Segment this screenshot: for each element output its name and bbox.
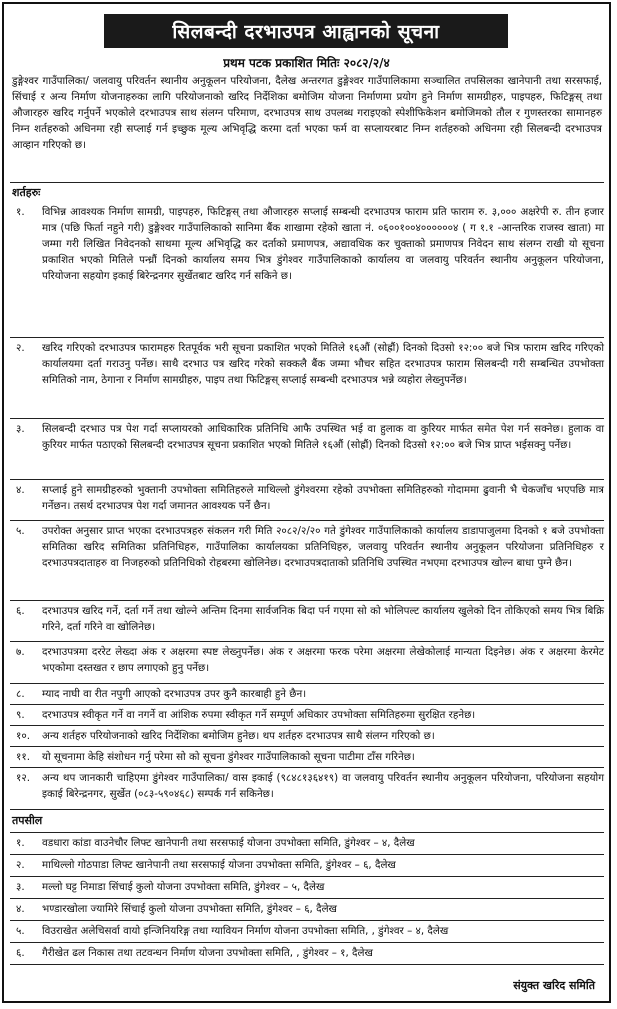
condition-text: दरभाउपत्र स्वीकृत गर्ने वा नगर्ने वा आंशिक रुपमा स्वीकृत गर्ने सम्पूर्ण अधिकार उपभोक्ता समितिहरुमा सुरक्षित रहनेछ। (42, 709, 476, 721)
divider (10, 746, 604, 747)
divider (10, 641, 604, 642)
divider (10, 725, 604, 726)
condition-number: ७. (16, 646, 25, 658)
divider (10, 600, 604, 601)
schedule-text: माथिल्लो गोठपाडा लिफ्ट खानेपानी तथा सरसफाई योजना उपभोक्ता समिति, डुंगेश्वर – ६, दैलेख (42, 859, 396, 871)
condition-number: ६. (16, 605, 25, 617)
condition-text: सिलबन्दी दरभाउ पत्र पेश गर्दा सप्लायरको आधिकारिक प्रतिनिधि आफै उपस्थित भई वा हुलाक वा कुरियर मार्फत समेत पेश गर्न सक्नेछ। हुलाक वा कुरियर मार्फत पठाएको सिलबन्दी दरभाउपत्र सूचना प्रकाशित भएको मितिले १६औं (सोह्रौं) दिनको दिउसो १२:०० बजे भित्र प्राप्त भईसक्नु पर्नेछ। (42, 423, 604, 451)
notice-frame (2, 2, 611, 1003)
schedule-text: विउराखेत अलेचिसर्वा वायो इन्जिनियरिङ्ग तथा ग्यावियन निर्माण योजना उपभोक्ता समिति, , डुंगेश्वर – ४, दैलेख (42, 925, 449, 937)
divider (10, 418, 604, 419)
condition-number: ११. (16, 751, 30, 763)
condition-number: १२. (16, 772, 30, 784)
schedule-number: १. (16, 837, 25, 849)
divider (10, 942, 604, 943)
schedule-number: ६. (16, 947, 25, 959)
condition-number: २. (16, 342, 25, 354)
schedule-number: ४. (16, 903, 25, 915)
divider (10, 337, 604, 338)
condition-number: १०. (16, 730, 30, 742)
condition-number: ४. (16, 484, 25, 496)
divider (10, 964, 604, 965)
divider (10, 520, 604, 521)
divider (10, 898, 604, 899)
condition-number: ५. (16, 525, 25, 537)
condition-text: दरभाउपत्र खरिद गर्ने, दर्ता गर्ने तथा खोल्ने अन्तिम दिनमा सार्वजनिक बिदा पर्न गएमा सो को भोलिपल्ट कार्यालय खुलेको दिन तोकिएको समय भित्र बिक्रि गरिने, दर्ता गरिने वा खोलिनेछ। (42, 605, 604, 633)
schedule-text: मल्लो घट्ट निमाडा सिंचाई कुलो योजना उपभोक्ता समिति, डुंगेश्वर – ५, दैलेख (42, 881, 325, 893)
notice-title: सिलबन्दी दरभाउपत्र आह्वानको सूचना (104, 14, 508, 48)
condition-number: ८. (16, 688, 25, 700)
divider (10, 182, 604, 183)
condition-text: खरिद गरिएको दरभाउपत्र फारामहरु रितपूर्वक भरी सूचना प्रकाशित भएको मितिले १६औं (सोह्रौं) दिनको दिउसो १२:०० बजे भित्र फाराम खरिद गरिएको कार्यालयमा दर्ता गराउनु पर्नेछ। साथै दरभाउ पत्र खरिद गरेको सक्कलै बैंक जम्मा भौचर सहित दरभाउपत्र फाराम सिलबन्दी गरी सम्बन्धित उपभोक्ता समितिको नाम, ठेगाना र निर्माण सामग्रीहरु, पाइप तथा फिटिङ्गस् सप्लाई सम्बन्धी दरभाउपत्र भन्ने व्यहोरा लेख्नुपर्नेछ। (42, 342, 604, 386)
divider (10, 832, 604, 833)
publication-date: प्रथम पटक प्रकाशित मितिः २०८२/२/४ (223, 56, 390, 70)
condition-item (12, 204, 604, 284)
condition-text: अन्य शर्तहरु परियोजनाको खरिद निर्देशिका बमोजिम हुनेछ। थप शर्तहरु दरभाउपत्र साथै संलग्न गरिएको छ। (42, 730, 435, 742)
condition-item (12, 728, 604, 744)
condition-item (12, 770, 604, 802)
divider (10, 767, 604, 768)
schedule-item (12, 923, 604, 939)
schedule-text: गैरीखेत ढल निकास तथा तटवन्धन निर्माण योजना उपभोक्ता समिति, , डुंगेश्वर – १, दैलेख (42, 947, 373, 959)
signature-committee: संयुक्त खरिद समिति (513, 979, 595, 992)
schedule-item (12, 879, 604, 895)
condition-number: ३. (16, 423, 25, 435)
condition-number: १. (16, 206, 25, 218)
schedule-item (12, 857, 604, 873)
condition-item (12, 603, 604, 635)
schedule-number: ३. (16, 881, 25, 893)
divider (10, 920, 604, 921)
condition-item (12, 686, 604, 702)
condition-text: उपरोक्त अनुसार प्राप्त भएका दरभाउपत्रहरु संकलन गरी मिति २०८२/२/२० गते डुंगेश्वर गाउँपालिकाको कार्यालय डाडापाजुलमा दिनको १ बजे उपभोक्ता समितिका खरिद समितिका प्रतिनिधिहरु, गाउँपालिका कार्यालयका प्रतिनिधिहरु, जलवायु परिवर्तन स्थानीय अनुकूलन परियोजना प्रतिनिधिहरु र दरभाउपत्रदाताहरु वा निजहरुको प्रतिनिधिको रोहबरमा खोलिनेछ। दरभाउपत्रदाताको प्रतिनिधि उपस्थित नभएमा दरभाउपत्र खोल्न बाधा पुग्ने छैन। (42, 525, 604, 569)
schedule-number: २. (16, 859, 25, 871)
condition-item (12, 644, 604, 676)
condition-item (12, 749, 604, 765)
conditions-heading: शर्तहरुः (12, 186, 41, 199)
condition-item (12, 523, 604, 571)
schedule-text: भण्डारखोला ज्यामिरे सिंचाई कुलो योजना उपभोक्ता समिति, डुंगेश्वर – ६, दैलेख (42, 903, 337, 915)
condition-text: अन्य थप जानकारी चाहिएमा डुंगेश्वर गाउँपालिका/ वास इकाई (९८४८१३६४१९) वा जलवायु परिवर्तन स्थानीय अनुकूलन परियोजना, परियोजना सहयोग इकाई बिरेन्द्रनगर, सुर्खेत (०८३-५९०४६८) सम्पर्क गर्न सकिनेछ। (42, 772, 604, 800)
schedule-heading: तपसील (12, 814, 43, 827)
schedule-item (12, 901, 604, 917)
intro-paragraph: डुङ्गेश्वर गाउँपालिका/ जलवायु परिवर्तन स्थानीय अनुकूलन परियोजना, दैलेख अन्तरगत डुङ्गेश्वर गाउँपालिकामा सञ्चालित तपसिलका खानेपानी तथा सरसफाई, सिंचाई र अन्य निर्माण योजनाहरुका लागि परियोजनाको खरिद निर्देशिका बमोजिम योजना निर्माणमा प्रयोग हुने निर्माण सामग्रीहरु, पाइपहरु, फिटिङ्गस् तथा औजारहरु खरिद गर्नुपर्ने भएकोले दरभाउपत्र साथ संलग्न परिमाण, दरभाउपत्र साथ उपलब्ध गराइएको स्पेशीफिकेशन बमोजिमको तौल र गुणस्तरका सामानहरु निम्न शर्तहरुको अधिनमा रही सप्लाई गर्न इच्छुक मूल्य अभिवृद्धि करमा दर्ता भएका फर्म वा सप्लायरबाट निम्न शर्तहरुको अधिनमा रही सिलबन्दी दरभाउपत्र आव्हान गरिएको छ। (12, 75, 602, 151)
divider (10, 479, 604, 480)
condition-text: यो सूचनामा केहि संशोधन गर्नु परेमा सो को सूचना डुंगेश्वर गाउँपालिकाको सूचना पाटीमा टाँस गरिनेछ। (42, 751, 415, 763)
condition-text: सप्लाई हुने सामग्रीहरुको भुक्तानी उपभोक्ता समितिहरुले माथिल्लो डुंगेश्वरमा रहेको उपभोक्ता समितिहरुको गोदाममा ढुवानी भै चेकजाँच भएपछि मात्र गर्नेछन। तसर्थ दरभाउपत्र पेश गर्दा जमानत आवश्यक पर्ने छैन। (42, 484, 604, 512)
schedule-number: ५. (16, 925, 25, 937)
schedule-item (12, 835, 604, 851)
condition-number: ९. (16, 709, 25, 721)
divider (10, 704, 604, 705)
condition-item (12, 707, 604, 723)
condition-item (12, 421, 604, 453)
divider (10, 876, 604, 877)
schedule-text: वडधारा कांडा वाउनेचौर लिफ्ट खानेपानी तथा सरसफाई योजना उपभोक्ता समिति, डुंगेश्वर – ४, दैलेख (42, 837, 415, 849)
condition-text: विभिन्न आवश्यक निर्माण सामग्री, पाइपहरु, फिटिङ्गस् तथा औजारहरु सप्लाई सम्बन्धी दरभाउपत्र फाराम प्रति फाराम रु. ३,००० अक्षरेपी रु. तीन हजार मात्र (पछि फिर्ता नहुने गरी) डुङ्गेश्वर गाउँपालिकाको सानिमा बैंक शाखामा रहेको खाता नं. ०६००१००४००००००४ ( ग १.१ -आन्तरिक राजस्व खाता) मा जम्मा गरी लिखित निवेदनको साथमा मूल्य अभिवृद्धि कर दर्ताको प्रमाणपत्र, अद्यावधिक कर चुक्ताको प्रमाणपत्र निवेदन साथ संलग्न राखी यो सूचना प्रकाशित भएको मितिले पन्ध्रौं दिनको कार्यालय समय भित्र डुंगेश्वर गाउँपालिकाको कार्यालय वा जलवायु परिवर्तन स्थानीय अनुकूलन परियोजना, परियोजना सहयोग इकाई बिरेन्द्रनगर सुर्खेतबाट खरिद गर्न सकिने छ। (42, 206, 604, 282)
divider (10, 809, 604, 810)
divider (10, 854, 604, 855)
divider (10, 683, 604, 684)
condition-text: म्याद नाघी वा रीत नपुगी आएको दरभाउपत्र उपर कुनै कारबाही हुने छैन। (42, 688, 307, 700)
condition-item (12, 340, 604, 388)
condition-text: दरभाउपत्रमा दररेट लेख्दा अंक र अक्षरमा स्पष्ट लेख्नुपर्नेछ। अंक र अक्षरमा फरक परेमा अक्षरमा लेखेकोलाई मान्यता दिइनेछ। अंक र अक्षरमा केरमेट भएकोमा दस्तखत र छाप लगाएको हुनु पर्नेछ। (42, 646, 604, 674)
condition-item (12, 482, 604, 514)
schedule-item (12, 945, 604, 961)
